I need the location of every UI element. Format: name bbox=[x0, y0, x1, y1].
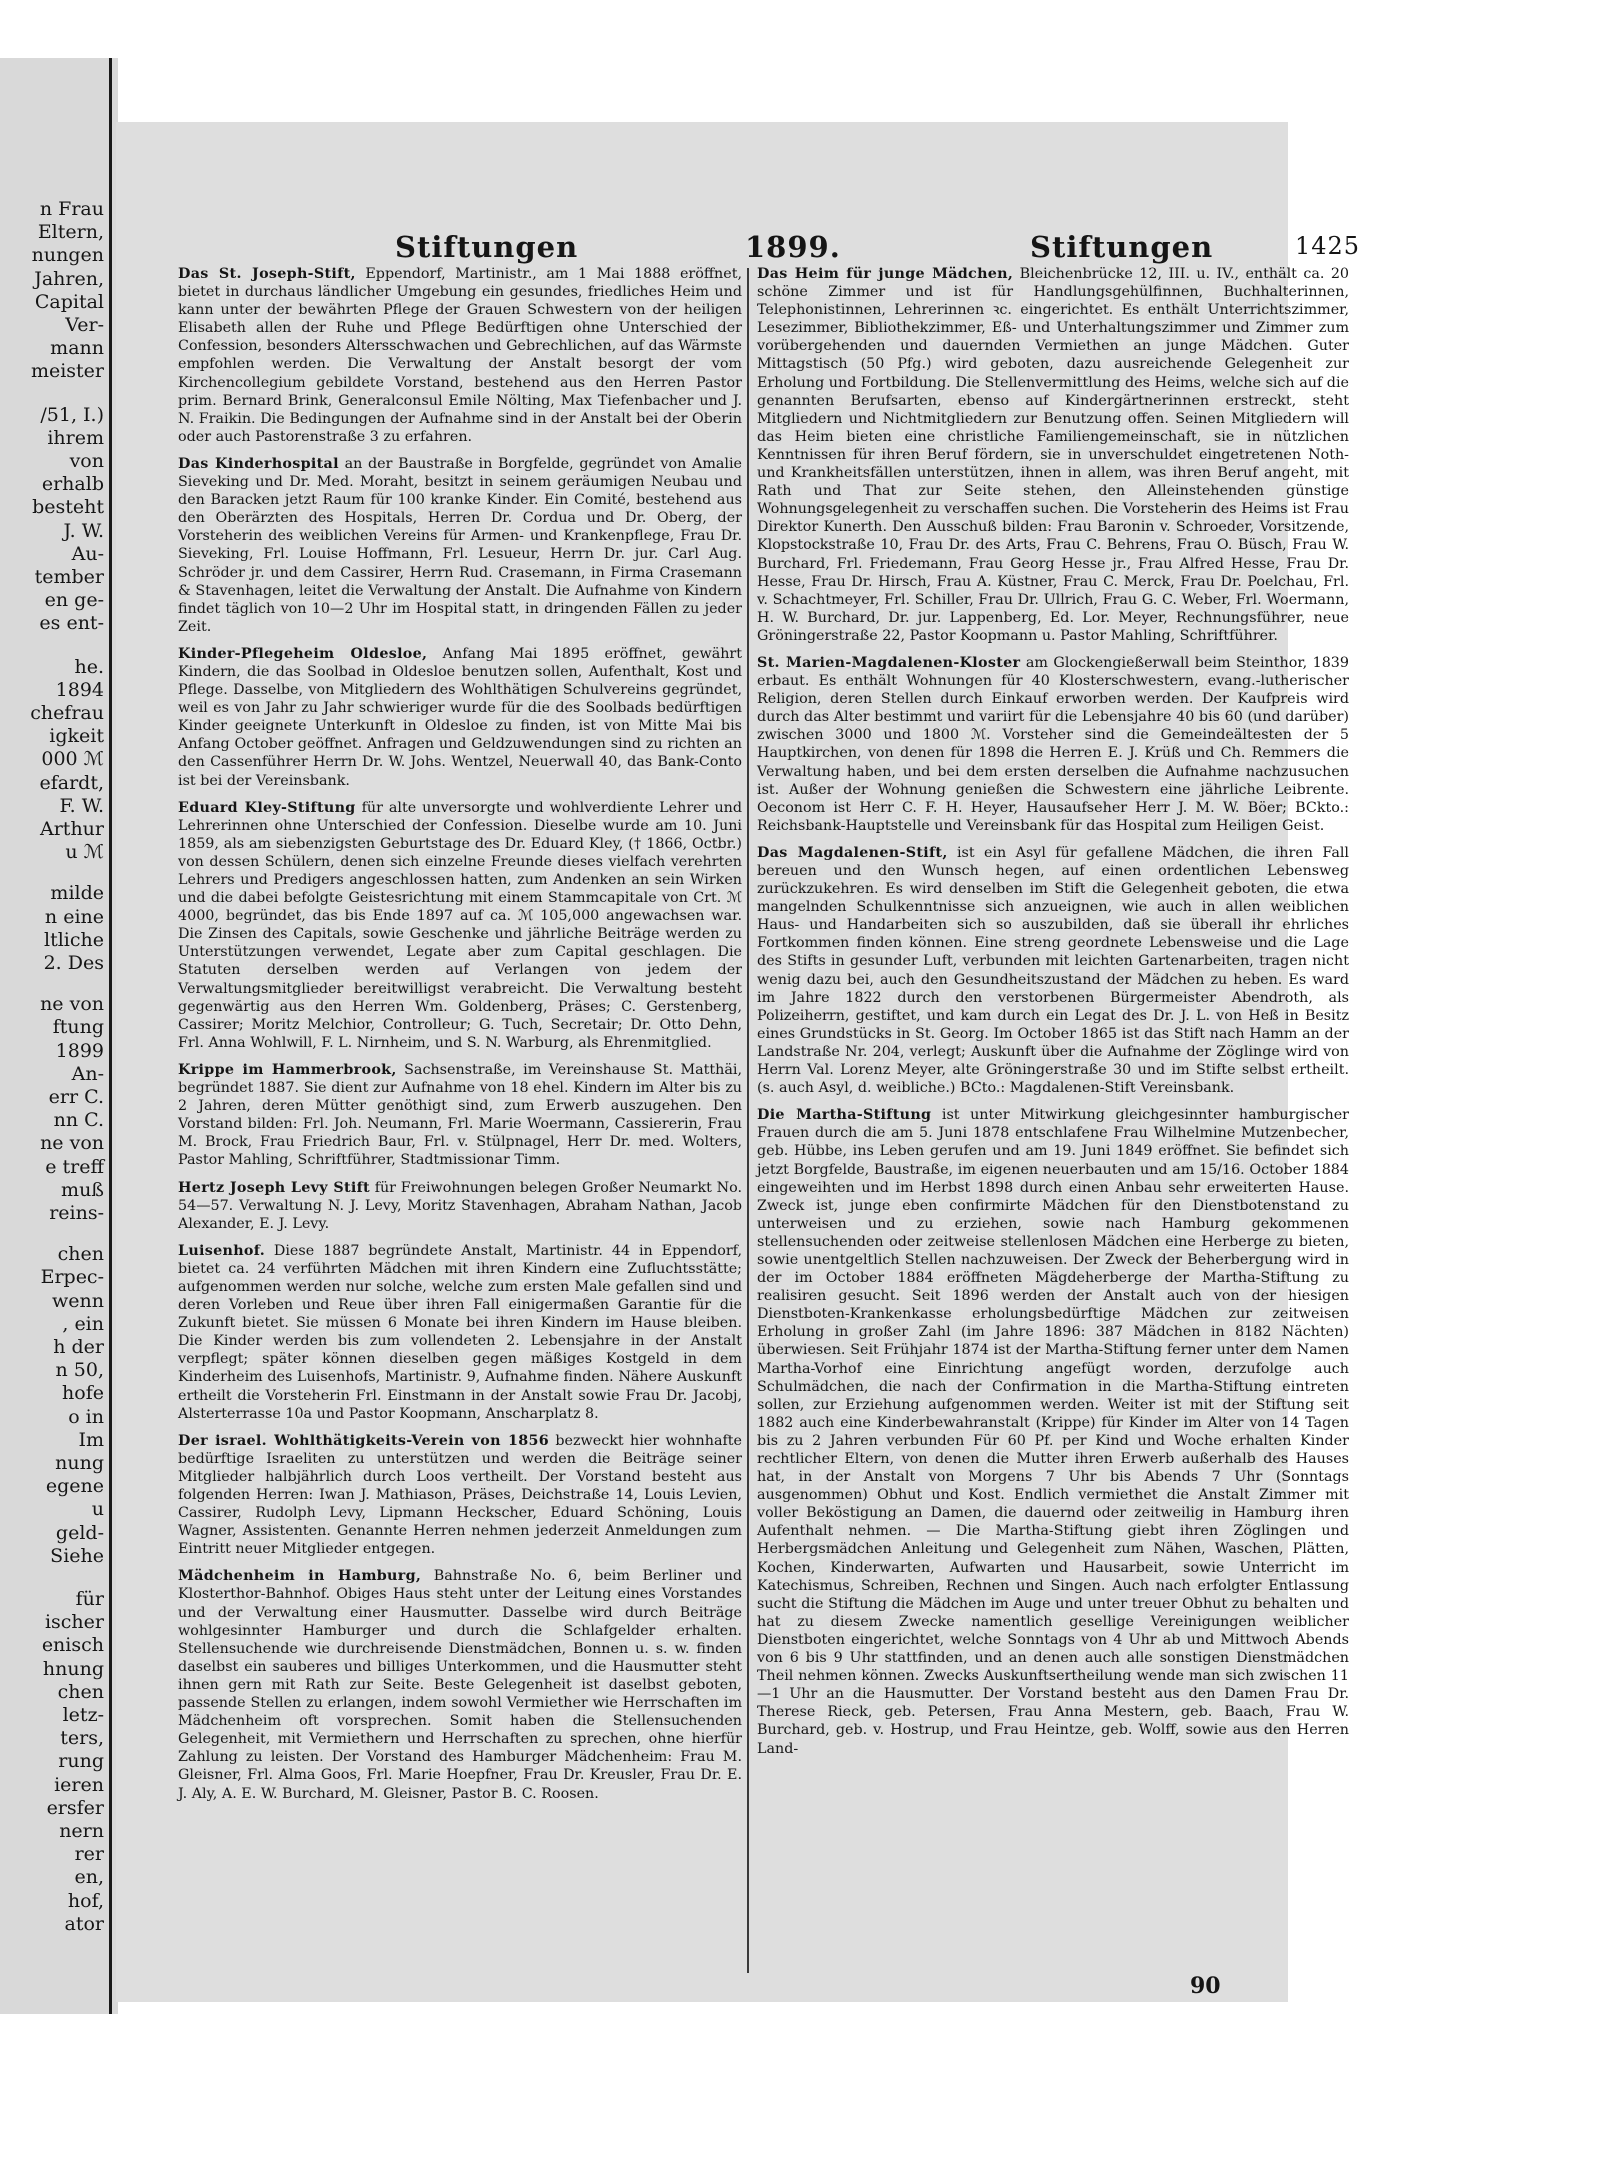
entry-text: Bahnstraße No. 6, beim Berliner und Klosterthor-Bahnhof. Obiges Haus steht unter der Leitung eines Vorstandes und der Verwaltung einer Hausmutter. Dasselbe wird durch Beiträge wohlgesinnter Hamburger und durch die Schlafgelder erhalten. Stellensuchende wie durchreisende Dienstmädchen, Bonnen u. s. w. finden daselbst ein sauberes und billiges Unterkommen, und die Hausmutter steht ihnen gern mit Rath zur Seite. Beste Gelegenheit ist daselbst geboten, passende Stellen zu erlangen, indem sowohl Vermiether wie Herrschaften im Mädchenheim oft vorsprechen. Somit haben die Stellensuchenden Gelegenheit, mit Vermiethern und Herrschaften zu sprechen, ohne hierfür Zahlung zu leisten. Der Vorstand des Hamburger Mädchenheim: Frau M. Gleisner, Frl. Alma Goos, Frl. Marie Hoepfner, Frau Dr. Kreusler, Frau Dr. E. J. Aly, A. E. W. Burchard, M. Gleisner, Pastor B. C. Roosen. bbox=[178, 1568, 742, 1802]
entry-title: Die Martha-Stiftung bbox=[757, 1107, 932, 1124]
left-page-fragment: n Frau bbox=[39, 198, 104, 220]
left-page-fragment: en ge- bbox=[44, 589, 104, 612]
left-page-fragment: chen bbox=[57, 1680, 104, 1703]
entry-text: Bleichenbrücke 12, III. u. IV., enthält ca. 20 schöne Zimmer und ist für Handlungsgehülfinnen, Buchhalterinnen, Telephonistinnen, Lehrerinnen ꝛc. eingerichtet. Es enthält Unterrichtszimmer, Lesezimmer, Bibliothekzimmer, Eß- und Unterhaltungszimmer und Zimmer zum vorübergehenden und dauernden Vermiethen an junge Mädchen. Guter Mittagstisch (50 Pfg.) wird geboten, dazu ausreichende Gelegenheit zur Erholung und Fortbildung. Die Stellenvermittlung des Heims, welche sich auf die genannten Berufsarten, ebenso auf Kindergärtnerinnen erstreckt, steht Mitgliedern und Nichtmitgliedern zur Benutzung offen. Seinen Mitgliedern will das Heim bieten eine christliche Familiengemeinschaft, sie in nützlichen Kenntnissen für ihren Beruf fördern, sie in unverschuldet eingetretenen Noth- und Krankheitsfällen unterstützen, ihnen in allem, was ihren Beruf angeht, mit Rath und That zur Seite stehen, den Alleinstehenden günstige Wohnungsgelegenheit zu verschaffen suchen. Die Vorsteherin des Heims ist Frau Direktor Kunerth. Den Ausschuß bilden: Frau Baronin v. Schroeder, Vorsitzende, Klopstockstraße 10, Frau Dr. des Arts, Frau C. Behrens, Frau O. Büsch, Frau W. Burchard, Frl. Friedemann, Frau Georg Hesse jr., Frau Alfred Hesse, Frau Dr. Hesse, Frau Dr. Hirsch, Frau A. Küstner, Frau C. Merck, Frau Dr. Poelchau, Frl. v. Schachtmeyer, Frl. Schiller, Frau Dr. Ullrich, Frau G. C. Weber, Frl. Woermann, H. W. Burchard, Dr. jur. Lappenberg, Ed. Lor. Meyer, Rechnungsführer, neue Gröningerstraße 22, Pastor Koopmann u. Pastor Mahling, Schriftführer. bbox=[757, 266, 1350, 644]
left-page-fragment: von bbox=[69, 450, 104, 472]
left-page-fragment: Capital bbox=[34, 290, 104, 313]
left-column bbox=[178, 265, 742, 1812]
left-page-fragment: wenn bbox=[52, 1289, 104, 1312]
entry-text: bezweckt hier wohnhafte bedürftige Israeliten zu unterstützen und werden die Beiträge seiner Mitglieder halbjährlich durch Loos vertheilt. Der Vorstand besteht aus folgenden Herren: Iwan J. Mathiason, Präses, Deichstraße 14, Louis Levien, Cassirer, Rudolph Levy, Lipmann Heckscher, Eduard Schöning, Louis Wagner, Assistenten. Genannte Herren nehmen jederzeit Anmeldungen zum Eintritt neuer Mitglieder entgegen. bbox=[178, 1432, 742, 1558]
left-page-fragment: 1899 bbox=[55, 1039, 104, 1062]
foundation-entry bbox=[178, 1567, 742, 1802]
left-page-fragment: 2. Des bbox=[43, 952, 104, 974]
left-page-fragment: es ent- bbox=[39, 612, 104, 635]
entry-title: Eduard Kley-Stiftung bbox=[178, 799, 356, 816]
left-page-fragment: besteht bbox=[32, 496, 104, 519]
entry-title: Das Magdalenen-Stift, bbox=[757, 844, 948, 861]
foundation-entry bbox=[178, 1061, 742, 1170]
left-page-fragment: nungen bbox=[31, 244, 104, 267]
left-page-fragment: Jahren, bbox=[34, 267, 104, 290]
left-page-fragment: geld- bbox=[55, 1521, 104, 1544]
left-page-fragment: nung bbox=[55, 1452, 104, 1474]
left-page-fragment: An- bbox=[71, 1062, 104, 1085]
left-page-fragment: u bbox=[91, 1498, 104, 1521]
left-page-fragment: ihrem bbox=[47, 426, 104, 449]
left-page-fragment: ator bbox=[64, 1912, 104, 1935]
left-page-fragment: u ℳ bbox=[65, 841, 104, 864]
page-gutter bbox=[109, 58, 112, 2014]
entry-title: St. Marien-Magdalenen-Kloster bbox=[757, 654, 1021, 671]
left-page-fragment: err C. bbox=[48, 1086, 104, 1108]
entry-text: für alte unversorgte und wohlverdiente Lehrer und Lehrerinnen ohne Unterschied der Confession. Dieselbe wurde am 10. Juni 1859, als am siebenzigsten Geburtstage des Dr. Eduard Kley, († 1866, Octbr.) von dessen Schülern, denen sich einzelne Freunde dieses vielfach verehrten Lehrers und Predigers angeschlossen hatten, zum Andenken an sein Wirken und die dabei befolgte Geistesrichtung mit einem Stammcapitale von Crt. ℳ 4000, begründet, das bis Ende 1897 auf ca. ℳ 105,000 angewachsen war. Die Zinsen des Capitals, sowie Geschenke und jährliche Beiträge werden zu Unterstützungen verwendet, Legate aber zum Capital geschlagen. Die Statuten derselben werden auf Verlangen von jedem der Verwaltungsmitglieder bereitwilligst verabreicht. Die Verwaltung besteht gegenwärtig aus den Herren Wm. Goldenberg, Präses; C. Gerstenberg, Cassirer; Moritz Melchior, Controlleur; G. Tuch, Secretair; Dr. Otto Dehn, Frl. Anna Wohlwill, F. L. Nirnheim, und S. N. Warburg, als Ehrenmitglied. bbox=[178, 799, 743, 1051]
left-page-fragment: o in bbox=[68, 1405, 104, 1428]
left-page-fragment: e treff bbox=[45, 1155, 104, 1178]
right-column bbox=[757, 265, 1349, 1767]
entry-title: Das Heim für junge Mädchen, bbox=[757, 266, 1014, 282]
foundation-entry bbox=[178, 645, 742, 790]
entry-title: Luisenhof. bbox=[178, 1242, 265, 1259]
left-page-fragment: muß bbox=[61, 1178, 104, 1201]
entry-title: Hertz Joseph Levy Stift bbox=[178, 1179, 370, 1196]
left-page-fragment: ieren bbox=[54, 1773, 104, 1796]
left-page-fragment: hnung bbox=[42, 1657, 104, 1680]
foundation-entry bbox=[757, 1106, 1349, 1757]
entry-text: am Glockengießerwall beim Steinthor, 1839 erbaut. Es enthält Wohnungen für 40 Klosterschwestern, evang.-lutherischer Religion, deren Stellen durch Einkauf erworben werden. Der Kaufpreis wird durch das Alter bestimmt und variirt für die Lebensjahre 40 bis 60 (und darüber) zwischen 3000 und 1800 ℳ. Vorsteher sind die Gemeindeältesten der 5 Hauptkirchen, von denen für 1898 die Herren E. J. Krüß und Ch. Remmers die Verwaltung haben, und bei dem ersten derselben die Aufnahme nachzusuchen ist. Außer der Wohnung genießen die Schwestern eine jährliche Leibrente. Oeconom ist Herr C. F. H. Heyer, Hausaufseher Herr J. M. W. Böer; BCkto.: Reichsbank-Hauptstelle und Vereinsbank für das Hospital zum Heiligen Geist. bbox=[757, 654, 1349, 834]
left-page-fragment: ischer bbox=[44, 1611, 104, 1634]
left-page-fragment: nern bbox=[59, 1820, 104, 1842]
left-page-fragment: rung bbox=[58, 1750, 104, 1773]
left-page-fragment: ftung bbox=[52, 1016, 104, 1039]
left-page-fragment: chefrau bbox=[30, 702, 104, 724]
left-page-fragment: meister bbox=[30, 360, 104, 383]
left-page-fragment: reins- bbox=[49, 1202, 104, 1224]
left-page-fragment: J. W. bbox=[63, 519, 104, 542]
column-divider bbox=[747, 268, 749, 1973]
left-page-fragment: he. bbox=[74, 655, 104, 678]
left-page-edge bbox=[0, 58, 118, 2014]
entry-text: ist unter Mitwirkung gleichgesinnter hamburgischer Frauen durch die am 5. Juni 1878 entschlafene Frau Wilhelmine Mutzenbecher, geb. Hübbe, ins Leben gerufen und am 19. Juni 1849 eröffnet. Sie befindet sich jetzt Borgfelde, Baustraße, im eigenen neuerbauten und am 15/16. October 1884 eingeweihten und im Herbst 1898 durch einen Anbau sehr erweiterten Hause. Zweck ist, junge eben confirmirte Mädchen für den Dienstbotenstand zu unterweisen und zu erziehen, sowie nach Hamburg gekommenen stellensuchenden oder zeitweise stellenlosen Mädchen eine Herberge zu bieten, sowie unentgeltlich Stellen nachzuweisen. Der Zweck der Beherbergung wird in der im October 1884 eröffneten Mägdeherberge der Martha-Stiftung zu realisiren gesucht. Seit 1896 werden der Anstalt auch von der hiesigen Dienstboten-Krankenkasse erholungsbedürftige Mädchen zur zeitweisen Erholung in großer Zahl (im Jahre 1896: 387 Mädchen in 8182 Nächten) überwiesen. Seit Frühjahr 1874 ist der Martha-Stiftung ferner unter dem Namen Martha-Vorhof eine Einrichtung angefügt worden, derzufolge auch Schulmädchen, die nach der Confirmation in die Martha-Stiftung eintreten sollen, zur Erziehung aufgenommen werden. Weiter ist mit der Stiftung seit 1882 auch eine Kinderbewahranstalt (Krippe) für Kinder im Alter von 14 Tagen bis zu 2 Jahren verbunden Für 60 Pf. per Kind und Woche erhalten Kinder rechtlicher Eltern, von denen die Mutter ihren Erwerb außerhalb des Hauses hat, in der Anstalt von Morgens 7 Uhr bis Abends 7 Uhr (Sonntags ausgenommen) Obhut und Kost. Endlich vermiethet die Anstalt Zimmer mit voller Beköstigung an Damen, die dauernd oder zeitweilig in Hamburg ihren Aufenthalt nehmen. — Die Martha-Stiftung giebt ihren Zöglingen und Herbergsmädchen Anleitung und Gelegenheit zum Nähen, Waschen, Plätten, Kochen, Kinderwarten, Aufwarten und Hausarbeit, sowie Unterricht im Katechismus, Schreiben, Rechnen und Singen. Auch nach erfolgter Entlassung sucht die Stiftung die Mädchen im Auge und unter treuer Obhut zu behalten und hat zu diesem Zwecke namentlich gesellige Vereinigungen weiblicher Dienstboten eingerichtet, welche Sonntags von 4 Uhr ab und Mittwoch Abends von 6 bis 9 Uhr stattfinden, und an denen auch alle sonstigen Dienstmädchen Theil nehmen können. Zwecks Auskunftsertheilung wende man sich zwischen 11—1 Uhr an die Hausmutter. Der Vorstand besteht aus den Damen Frau Dr. Therese Rieck, geb. Petersen, Frau Anna Mestern, geb. Baach, Frau W. Burchard, geb. v. Hostrup, und Frau Heintze, geb. Wolff, sowie aus den Herren Land- bbox=[757, 1107, 1349, 1757]
left-page-fragment: Arthur bbox=[40, 818, 104, 840]
left-page-fragment: hofe bbox=[62, 1382, 104, 1405]
entry-title: Das Kinderhospital bbox=[178, 455, 339, 472]
left-page-fragment: ersfer bbox=[46, 1796, 104, 1819]
left-page-fragment: hof, bbox=[67, 1889, 104, 1912]
left-page-fragment: erhalb bbox=[41, 473, 104, 496]
left-page-fragment: Eltern, bbox=[37, 221, 104, 244]
foundation-entry bbox=[178, 1179, 742, 1233]
entry-title: Das St. Joseph-Stift, bbox=[178, 266, 356, 282]
left-page-fragment: F. W. bbox=[59, 794, 104, 817]
entry-text: an der Baustraße in Borgfelde, gegründet von Amalie Sieveking und Dr. Med. Moraht, besitzt in seinem geräumigen Neubau und den Baracken jetzt Raum für 100 kranke Kinder. Ein Comité, bestehend aus den Oberärzten des Hospitals, Herren Dr. Cordua und Dr. Oberg, der Vorsteherin des weiblichen Vereins für Armen- und Krankenpflege, Frau Dr. Sieveking, Frl. Louise Hoffmann, Frl. Lesueur, Herrn Dr. jur. Carl Aug. Schröder jr. und dem Cassirer, Herrn Rud. Crasemann, in Firma Crasemann & Stavenhagen, leitet die Verwaltung der Anstalt. Die Aufnahme von Kindern findet täglich von 10—2 Uhr im Hospital statt, in dringenden Fällen zu jeder Zeit. bbox=[178, 455, 743, 635]
left-page-fragment: ltliche bbox=[44, 928, 104, 951]
left-page-fragment: enisch bbox=[41, 1634, 104, 1657]
entry-title: Krippe im Hammerbrook, bbox=[178, 1061, 397, 1078]
entry-text: Eppendorf, Martinistr., am 1 Mai 1888 eröffnet, bietet in durchaus ländlicher Umgebung ein gesundes, friedliches Heim und kann unter der bewährten Pflege der Grauen Schwestern von der heiligen Elisabeth allen der Ruhe und Pflege Bedürftigen ohne Unterschied der Confession, besonders Altersschwachen und Gebrechlichen, auf das Wärmste empfohlen werden. Die Verwaltung der Anstalt besorgt der vom Kirchencollegium gebildete Vorstand, bestehend aus den Herren Pastor prim. Bernard Brink, Generalconsul Emile Nölting, Max Tiefenbacher und J. N. Fraikin. Die Bedingungen der Aufnahme sind in der Anstalt bei der Oberin oder auch Pastorenstraße 3 zu erfahren. bbox=[178, 266, 742, 445]
left-page-fragment: Au- bbox=[71, 542, 104, 565]
entry-title: Der israel. Wohlthätigkeits-Verein von 1856 bbox=[178, 1432, 549, 1449]
entry-text: Sachsenstraße, im Vereinshause St. Matthäi, begründet 1887. Sie dient zur Aufnahme von 18 ehel. Kindern im Alter bis zu 2 Jahren, deren Mütter genöthigt sind, zum Erwerb auszugehen. Den Vorstand bilden: Frl. Joh. Neumann, Frl. Marie Woermann, Cassiererin, Frau M. Brock, Frau Friedrich Baur, Frl. v. Stülpnagel, Herr Dr. med. Wolters, Pastor Mahling, Schriftführer, Stadtmissionar Timm. bbox=[178, 1061, 742, 1169]
left-page-fragment: n eine bbox=[44, 905, 104, 928]
left-page-fragment: tember bbox=[34, 566, 104, 588]
left-page-fragment: Erpec- bbox=[40, 1266, 104, 1289]
signature-mark: 90 bbox=[1190, 1973, 1221, 1999]
foundation-entry bbox=[757, 844, 1349, 1097]
foundation-entry bbox=[178, 799, 742, 1052]
left-page-fragment: egene bbox=[45, 1475, 104, 1498]
foundation-entry bbox=[178, 1242, 742, 1423]
left-page-fragment: igkeit bbox=[49, 725, 104, 748]
foundation-entry bbox=[757, 265, 1349, 645]
foundation-entry bbox=[178, 455, 742, 636]
foundation-entry bbox=[178, 1432, 742, 1559]
left-page-fragment: Siehe bbox=[50, 1544, 104, 1567]
header-year: 1899. bbox=[745, 230, 841, 264]
left-page-fragment: für bbox=[75, 1588, 104, 1610]
left-page-fragment: en, bbox=[74, 1866, 104, 1889]
left-page-fragment: milde bbox=[50, 882, 104, 905]
left-page-fragment: h der bbox=[53, 1336, 104, 1358]
left-page-fragment: ne von bbox=[40, 1132, 104, 1155]
left-page-fragment: Ver- bbox=[65, 314, 104, 336]
left-page-fragment: ters, bbox=[60, 1727, 104, 1750]
entry-text: Diese 1887 begründete Anstalt, Martinistr. 44 in Eppendorf, bietet ca. 24 verführten Mädchen mit ihren Kindern eine Zufluchtsstätte; aufgenommen werden nur solche, welche zum ersten Male gefallen sind und deren Vorleben und Reue über ihren Fall einigermaßen Garantie für die Zukunft bietet. Sie müssen 6 Monate bei ihren Kindern im Hause bleiben. Die Kinder werden bis zum vollendeten 2. Lebensjahre in der Anstalt verpflegt; später können dieselben gegen mäßiges Kostgeld in dem Kinderheim des Luisenhofs, Martinistr. 9, Aufnahme finden. Nähere Auskunft ertheilt die Vorsteherin Frl. Einstmann in der Anstalt sowie Frau Dr. Jacobj, Alsterterrasse 10a und Pastor Koopmann, Anscharplatz 8. bbox=[178, 1242, 742, 1422]
foundation-entry bbox=[178, 265, 742, 446]
left-page-fragment: 1894 bbox=[55, 678, 104, 701]
entry-title: Kinder-Pflegeheim Oldesloe, bbox=[178, 645, 428, 662]
left-page-fragment: /51, I.) bbox=[40, 403, 104, 426]
header-right-title: Stiftungen bbox=[1030, 230, 1214, 264]
left-page-fragment: chen bbox=[57, 1243, 104, 1266]
left-page-fragment: , ein bbox=[62, 1312, 104, 1335]
left-page-fragment: rer bbox=[74, 1843, 104, 1866]
left-page-fragment: mann bbox=[50, 337, 104, 360]
entry-title: Mädchenheim in Hamburg, bbox=[178, 1568, 422, 1585]
left-page-fragment: nn C. bbox=[53, 1109, 104, 1132]
left-page-fragment: efardt, bbox=[39, 771, 104, 794]
left-page-fragment: letz- bbox=[62, 1704, 104, 1726]
header-left-title: Stiftungen bbox=[395, 230, 579, 264]
left-page-fragment: n 50, bbox=[55, 1359, 104, 1382]
left-page-fragment: ne von bbox=[40, 993, 104, 1016]
foundation-entry bbox=[757, 654, 1349, 835]
left-page-fragment: 000 ℳ bbox=[41, 748, 104, 771]
entry-text: für Freiwohnungen belegen Großer Neumarkt No. 54—57. Verwaltung N. J. Levy, Moritz Stavenhagen, Abraham Nathan, Jacob Alexander, E. J. Levy. bbox=[178, 1179, 743, 1232]
entry-text: Anfang Mai 1895 eröffnet, gewährt Kindern, die das Soolbad in Oldesloe benutzen sollen, Aufenthalt, Kost und Pflege. Dasselbe, von Mitgliedern des Wohlthätigen Schulvereins gegründet, weil es von Jahr zu Jahr schwieriger wurde für die des Soolbads bedürftigen Kinder geeignete Unterkunft in Oldesloe zu finden, ist von Mitte Mai bis Anfang October geöffnet. Anfragen und Geldzuwendungen sind zu richten an den Cassenführer Herrn Dr. W. Johs. Wentzel, Neuerwall 40, das Bank-Conto ist bei der Vereinsbank. bbox=[178, 645, 743, 789]
page-number: 1425 bbox=[1295, 232, 1361, 260]
left-page-fragment: Im bbox=[78, 1428, 104, 1451]
entry-text: ist ein Asyl für gefallene Mädchen, die ihren Fall bereuen und den Wunsch hegen, auf einen ordentlichen Lebensweg zurückzukehren. Es wird denselben im Stift die Gelegenheit geboten, die etwa mangelnden Schulkenntnisse sich anzueignen, wie auch in allen weiblichen Haus- und Handarbeiten sich so auszubilden, daß sie überall ihr ehrliches Fortkommen finden können. Eine streng geordnete Lebensweise und die Lage des Stifts in gesunder Luft, verbunden mit leichten Gartenarbeiten, tragen nicht wenig dazu bei, auch den Gesundheitszustand der Mädchen zu heben. Es ward im Jahre 1822 durch den verstorbenen Bürgermeister Abendroth, als Polizeiherrn, gestiftet, und kam durch ein Legat des Dr. J. L. von Heß in Besitz eines Grundstücks in St. Georg. Im October 1865 ist das Stift nach Hamm an der Landstraße Nr. 204, verlegt; Auskunft über die Aufnahme der Zöglinge wird von Herrn Val. Lorenz Meyer, alte Gröningerstraße 30 und im Stifte selbst ertheilt. (s. auch Asyl, d. weibliche.) BCto.: Magdalenen-Stift Vereinsbank. bbox=[757, 844, 1350, 1097]
